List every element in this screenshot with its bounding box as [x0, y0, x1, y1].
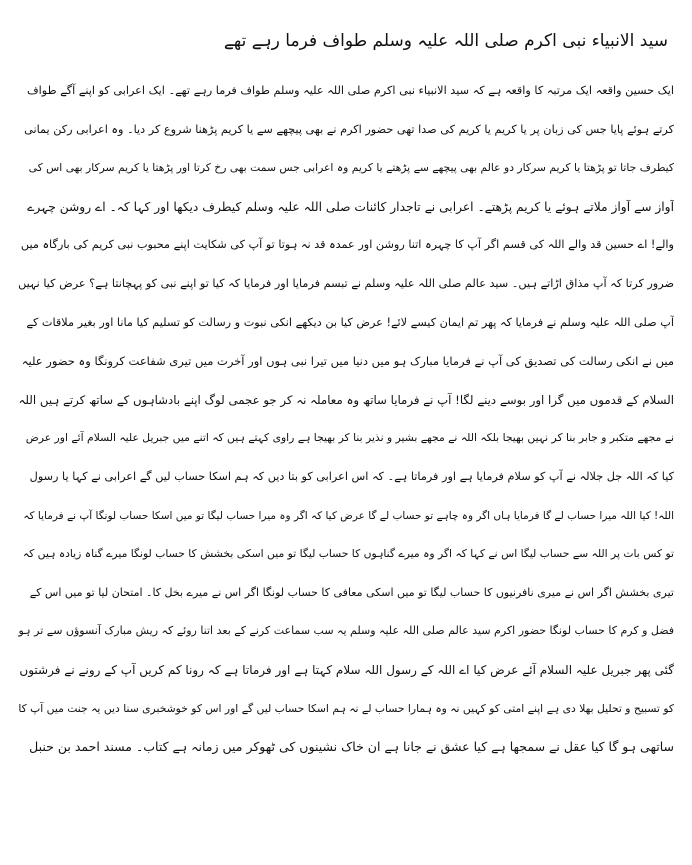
story-line: کیا کہ اللہ جل جلالہ نے آپ کو سلام فرمایا ہے اور فرماتا ہے۔ کہ اس اعرابی کو بتا دیں کہ ہم اسکا حساب لیں گے اعرابی نے کہا یا رسول [29, 469, 674, 483]
story-body [18, 72, 674, 767]
story-line: ساتھی ہو گا کیا عقل نے سمجھا ہے کیا عشق نے جانا ہے ان خاک نشینوں کی ٹھوکر میں زمانہ ہے کتاب۔ مسند احمد بن حنبل [29, 739, 674, 755]
story-line: اللہ! کیا اللہ میرا حساب لے گا فرمایا ہاں اگر وہ چاہے تو حساب لے گا عرض کیا کہ اگر وہ میرا حساب لیگا تو میں اسکا حساب لونگا آپ نے فرمایا کہ [23, 509, 674, 522]
story-line: آپ صلی اللہ علیہ وسلم نے فرمایا کہ پھر تم ایمان کیسے لائے! عرض کیا بن دیکھے انکی نبوت و رسالت کو تسلیم کیا مانا اور بغیر ملاقات کے [26, 315, 674, 329]
story-line: تو کس بات پر اللہ سے حساب لیگا اس نے کہا کہ اگر وہ میرے گناہوں کا حساب لیگا تو میں اسکی بخشش کا حساب لونگا میرے گناہ زیادہ ہیں کہ [22, 547, 674, 561]
page-title: سید الانبیاء نبی اکرم صلی اللہ علیہ وسلم طواف فرما رہے تھے [223, 31, 668, 51]
story-line: کیطرف جاتا تو پڑھتا یا کریم سرکار دو عالم بھی پیچھے سے پڑھتے یا کریم وہ اعرابی جس سمت بھی رخ کرتا اور پڑھتا یا کریم سرکار بھی اس کی [28, 161, 674, 175]
story-line: میں نے انکی رسالت کی تصدیق کی آپ نے فرمایا مبارک ہو میں دنیا میں تیرا نبی ہوں اور آخرت میں تیری شفاعت کرونگا وہ حضور علیہ [21, 354, 674, 369]
story-line: کو تسبیح و تحلیل بھلا دی ہے اپنے امتی کو کہیں نہ وہ ہمارا حساب لے نہ ہم اسکا حساب لیں گے اور اس کو خوشخبری سنا دیں یہ جنت میں آپ کا [18, 701, 674, 715]
story-line: ایک حسین واقعہ ایک مرتبہ کا واقعہ ہے کہ سید الانبیاء نبی اکرم صلی اللہ علیہ وسلم طواف فرما رہے تھے۔ ایک اعرابی کو اپنے آگے طواف [27, 84, 674, 97]
story-line: گئی پھر جبریل علیہ السلام آئے عرض کیا اے اللہ کے رسول اللہ سلام کہتا ہے اور فرماتا ہے کہ رونا کم کریں آپ کے رونے نے فرشتوں [19, 662, 674, 677]
story-line: کرتے ہوئے پایا جس کی زبان پر یا کریم یا کریم کی صدا تھی حضور اکرم نے بھی پیچھے سے یا کریم پڑھنا شروع کر دیا۔ وہ اعرابی رکن یمانی [24, 122, 674, 136]
story-line: والے! اے حسین قد والے اللہ کی قسم اگر آپ کا چہرہ اتنا روشن اور عمدہ قد نہ ہوتا تو آپ کی شکایت اپنے محبوب نبی کریم کی بارگاہ میں [20, 238, 674, 252]
story-line: آواز سے آواز ملاتے ہوئے یا کریم پڑھتے۔ اعرابی نے تاجدار کائنات صلی اللہ علیہ وسلم کیطرف دیکھا اور کہا کہ۔ اے روشن چہرے [27, 199, 674, 214]
story-line: تیری بخشش اگر اس نے میری نافرنیوں کا حساب لیگا تو میں اسکی معافی کا حساب لونگا اگر اس نے میرے بخل کا۔ امتحان لیا تو میں اس کے [29, 585, 674, 599]
story-line: ضرور کرتا کہ آپ مذاق اڑاتے ہیں۔ سید عالم صلی اللہ علیہ وسلم نے تبسم فرمایا اور فرمایا کہ کیا تو اپنے نبی کو پہچانتا ہے؟ عرض کیا نہیں [18, 276, 674, 290]
story-line: السلام کے قدموں میں گرا اور بوسے دینے لگا! آپ نے فرمایا ساتھ وہ معاملہ نہ کر جو عجمی لوگ اپنے بادشاہوں کے ساتھ کرتے ہیں اللہ [18, 392, 674, 407]
story-line: فضل و کرم کا حساب لونگا حضور اکرم سید عالم صلی اللہ علیہ وسلم یہ سب سماعت کرنے کے بعد اتنا روئے کہ ریش مبارک آنسوؤں سے تر ہو [18, 624, 674, 638]
story-line: نے مجھے متکبر و جابر بنا کر نہیں بھیجا بلکہ اللہ نے مجھے بشیر و نذیر بنا کر بھیجا ہے راوی کہتے ہیں کہ اتنے میں جبریل علیہ السلام آئے اور عرض [25, 431, 674, 445]
